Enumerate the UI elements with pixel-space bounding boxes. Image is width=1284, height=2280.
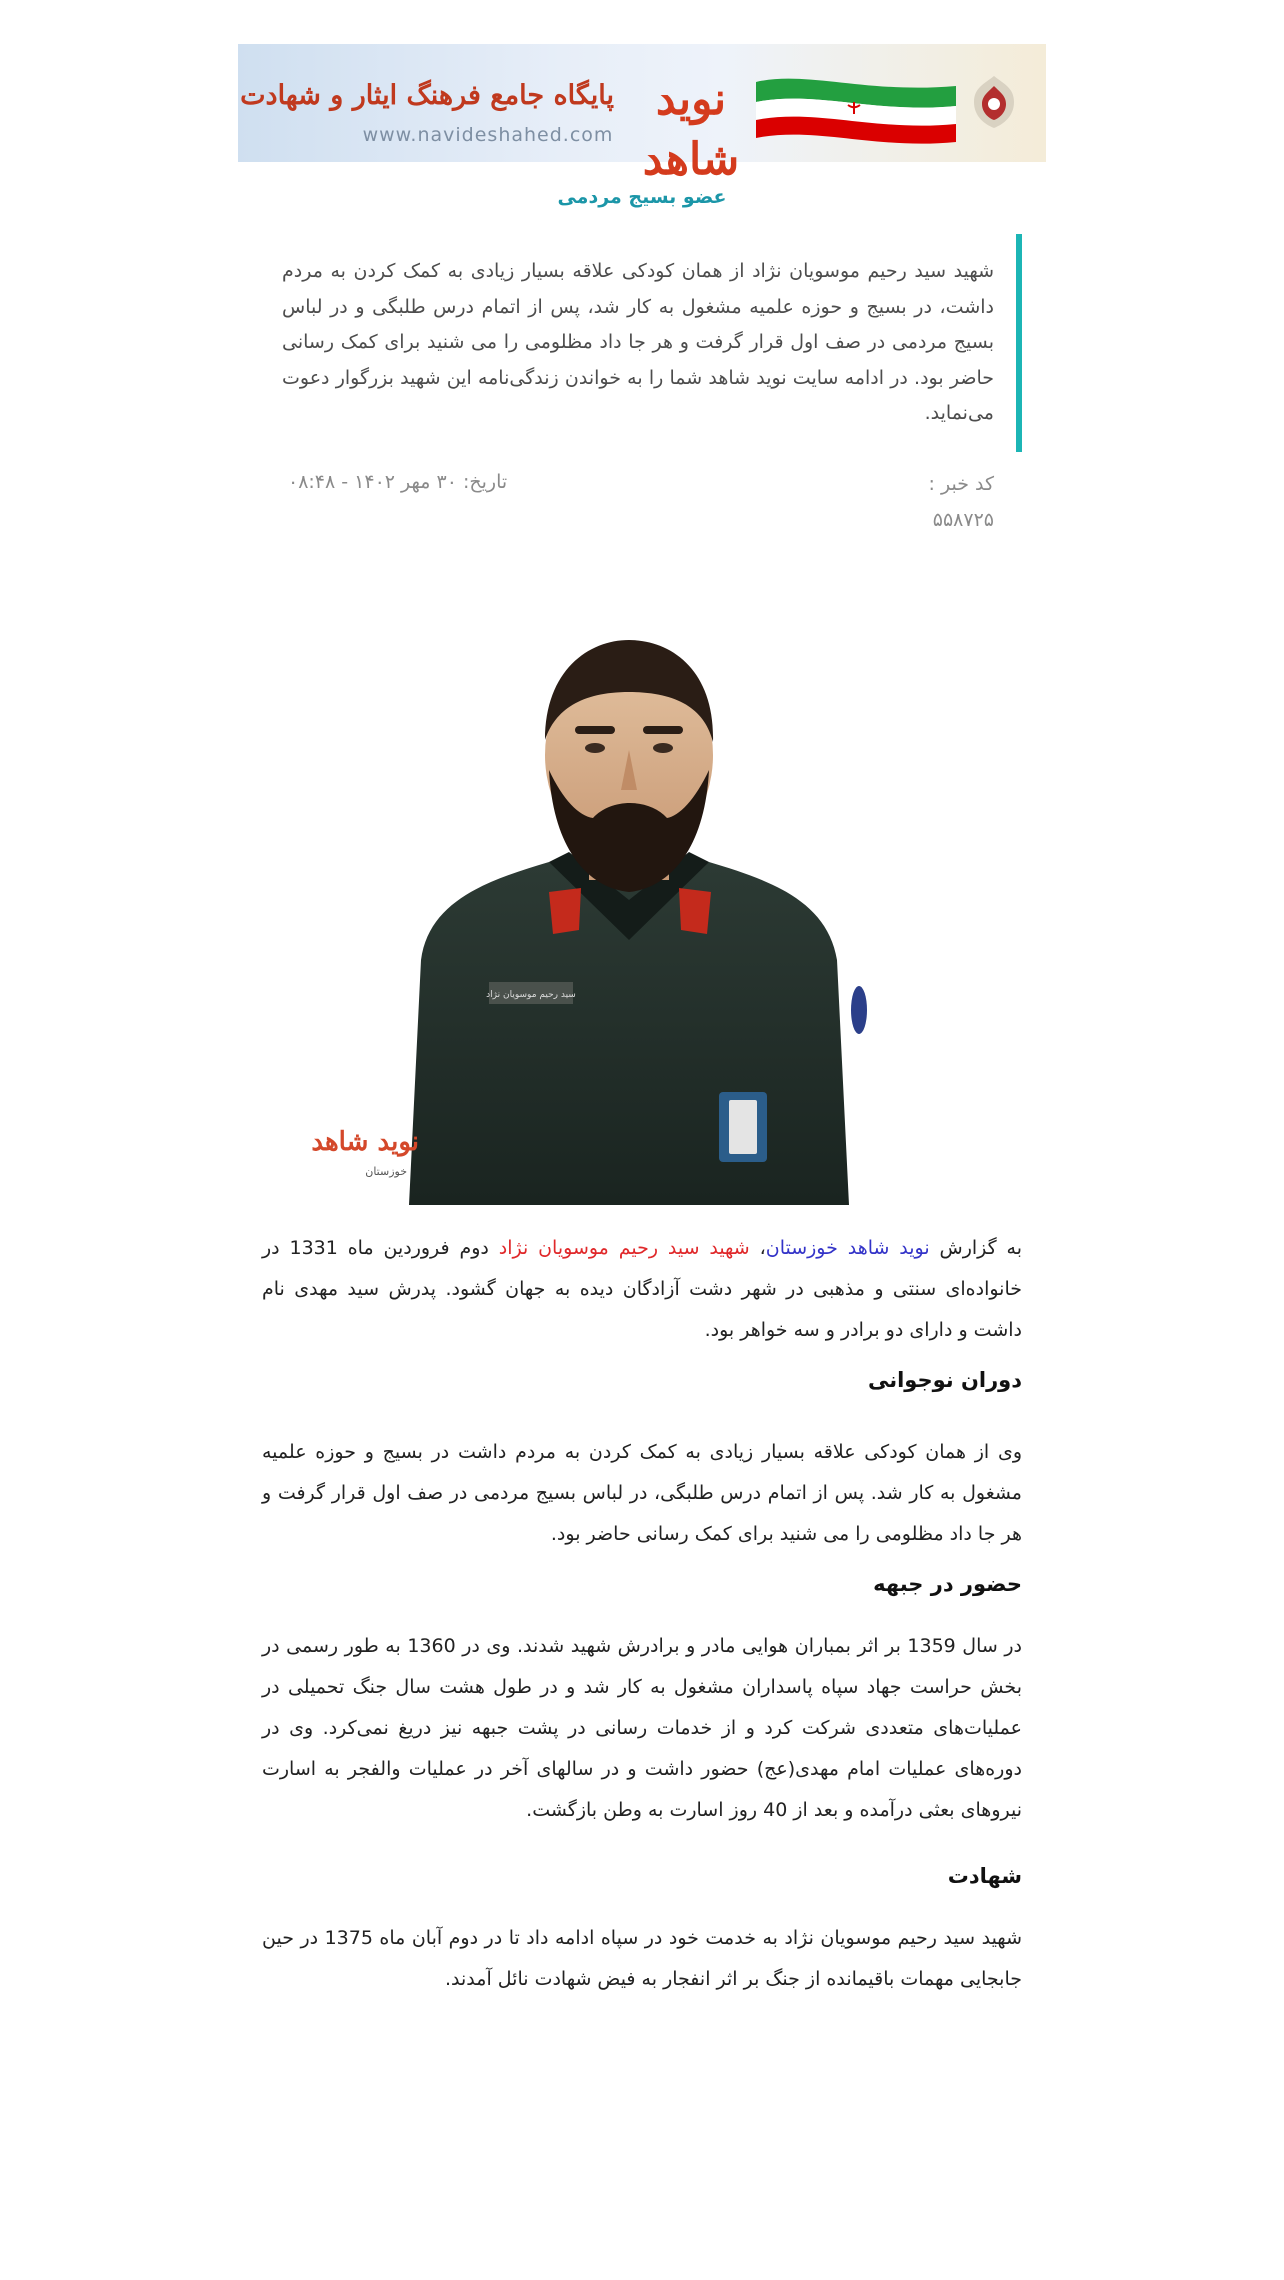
article-body (262, 1228, 1022, 2000)
article-subtitle: عضو بسیج مردمی (557, 186, 727, 208)
publish-date: تاریخ: ۳۰ مهر ۱۴۰۲ - ۰۸:۴۸ (288, 471, 508, 493)
martyr-name-link[interactable]: شهید سید رحیم موسویان نژاد (498, 1237, 750, 1259)
intro-prefix: به گزارش (939, 1237, 1023, 1259)
intro-rest: دوم فروردین ماه 1331 در خانواده‌ای سنتی و مذهبی در شهر دشت آزادگان دیده به جهان گشود. پدرش سید مهدی نام داشت و دارای دو برادر و سه خواهر بود. (262, 1237, 1022, 1341)
uniform-name-tag: سید رحیم موسویان نژاد (486, 990, 576, 1000)
photo-watermark: خوزستان (365, 1165, 407, 1178)
svg-text:نوید شاهد: نوید شاهد (311, 1127, 419, 1157)
martyr-portrait (311, 630, 909, 1205)
foundation-emblem-icon (970, 74, 1018, 130)
source-link[interactable]: نوید شاهد خوزستان (765, 1237, 930, 1259)
front-paragraph: در سال 1359 بر اثر بمباران هوایی مادر و برادرش شهید شدند. وی در 1360 به طور رسمی در بخش حراست جهاد سپاه پاسداران مشغول به کار شد و در طول هشت سال جنگ تحمیلی در عملیات‌های متعددی شرکت کرد و از خدمات رسانی در پشت جبهه نیز دریغ نمی‌کرد. وی در دوره‌های عملیات امام مهدی(عج) حضور داشت و در سالهای آخر در عملیات والفجر به اسارت نیروهای بعثی درآمده و بعد از 40 روز اسارت به وطن بازگشت. (262, 1635, 1023, 1821)
section-heading-adolescence: دوران نوجوانی (867, 1368, 1022, 1392)
banner-tagline: پایگاه جامع فرهنگ ایثار و شهادت (240, 80, 614, 111)
news-code-label: کد خبر : (928, 473, 994, 495)
intro-paragraph (262, 1228, 1022, 1360)
news-code-value: ۵۵۸۷۲۵ (932, 509, 994, 531)
section-heading-martyrdom: شهادت (947, 1864, 1022, 1888)
article-lead: شهید سید رحیم موسویان نژاد از همان کودکی علاقه بسیار زیادی به کمک کردن به مردم داشت، در بسیج و حوزه علمیه مشغول به کار شد، پس از اتمام درس طلبگی و در لباس بسیج مردمی در صف اول قرار گرفت و هر جا داد مظلومی را می شنید برای کمک رسانی حاضر بود. در ادامه سایت نوید شاهد شما را به خواندن زندگی‌نامه این شهید بزرگوار دعوت می‌نماید. (282, 234, 1022, 452)
site-banner[interactable] (238, 44, 1046, 185)
brand-logo: نوید شاهد (642, 74, 740, 185)
adolescence-paragraph: وی از همان کودکی علاقه بسیار زیادی به کمک کردن به مردم داشت در بسیج و حوزه علمیه مشغول به کار شد. پس از اتمام درس طلبگی، در لباس بسیج مردمی در صف اول قرار گرفت و هر جا داد مظلومی را می شنید برای کمک رسانی حاضر بود. (262, 1441, 1022, 1545)
section-heading-front: حضور در جبهه (873, 1572, 1022, 1596)
martyrdom-paragraph: شهید سید رحیم موسویان نژاد به خدمت خود در سپاه ادامه داد تا در دوم آبان ماه 1375 در حین جابجایی مهمات باقیمانده از جنگ بر اثر انفجار به فیض شهادت نائل آمدند. (262, 1927, 1022, 1990)
iran-flag-icon (756, 72, 956, 142)
banner-url[interactable]: www.navideshahed.com (362, 124, 614, 146)
intro-separator: ، (749, 1237, 766, 1259)
